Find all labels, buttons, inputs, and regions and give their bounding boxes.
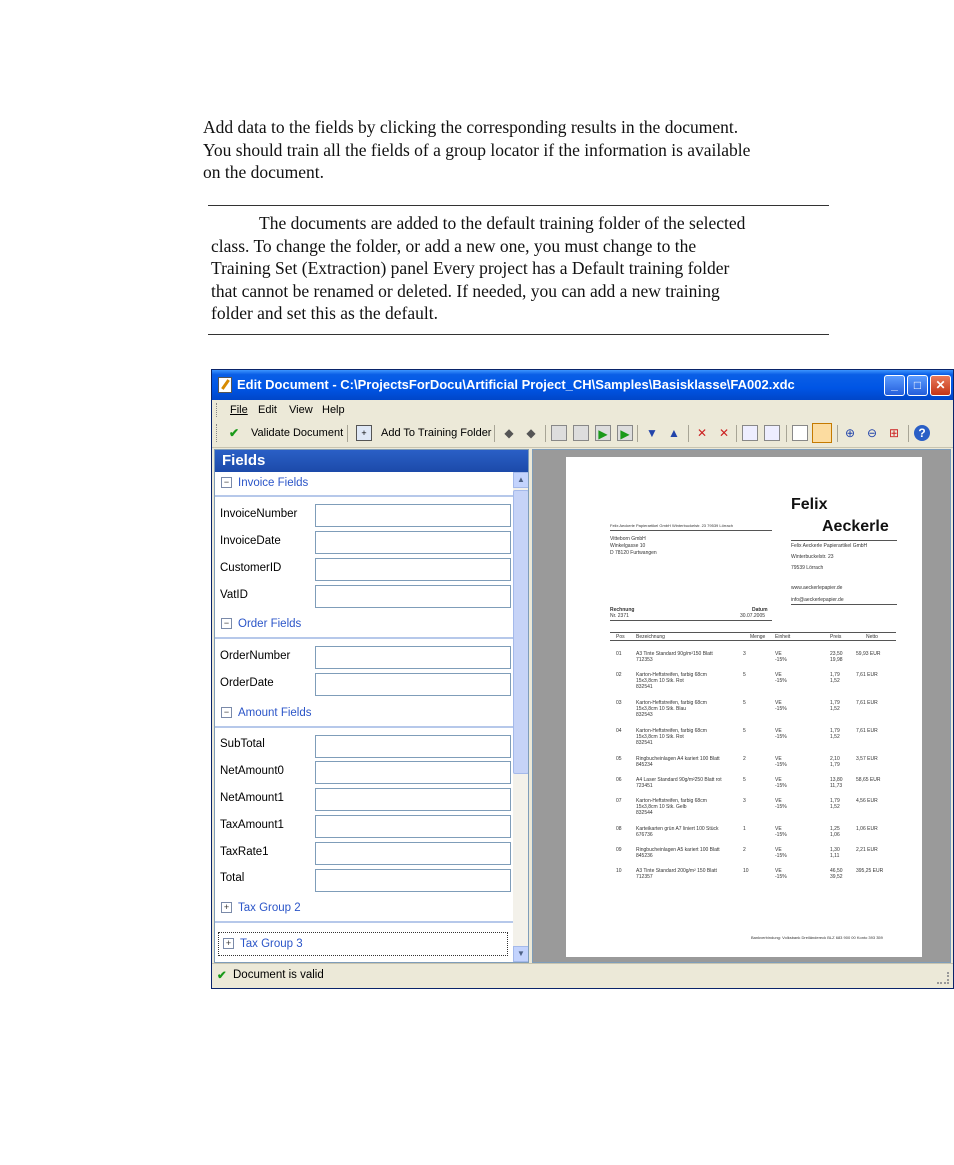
row-price-discounted: 1,52 bbox=[830, 706, 840, 712]
row-unit: VE bbox=[775, 672, 782, 678]
row-pos: 10 bbox=[616, 868, 622, 874]
invoicenumber-input[interactable] bbox=[315, 504, 511, 527]
field-label-ordernumber: OrderNumber bbox=[220, 650, 291, 662]
row-unit: VE bbox=[775, 651, 782, 657]
row-code: 832541 bbox=[636, 684, 653, 690]
row-discount: -15% bbox=[775, 874, 787, 880]
row-pos: 04 bbox=[616, 728, 622, 734]
row-net: 7,61 EUR bbox=[856, 672, 878, 678]
row-price: 1,79 bbox=[830, 728, 840, 734]
row-quantity: 5 bbox=[743, 700, 746, 706]
row-description: Ringbucheinlagen A5 kariert 100 Blatt bbox=[636, 847, 720, 853]
toolbar-separator bbox=[637, 425, 638, 442]
row-net: 4,56 EUR bbox=[856, 798, 878, 804]
group-label: Tax Group 3 bbox=[240, 938, 303, 950]
edit-document-icon bbox=[218, 377, 232, 393]
note-bottom-rule bbox=[208, 334, 829, 335]
row-discount: -15% bbox=[775, 853, 787, 859]
recipient-line: Winkelgasse 10 bbox=[610, 543, 646, 549]
row-code: 832541 bbox=[636, 740, 653, 746]
table-header-rule bbox=[610, 640, 896, 641]
row-description: Karton-Heftstreifen, farbig 68cm bbox=[636, 728, 707, 734]
sender-block-line: Felix Aeckerle Papierartikel GmbH bbox=[791, 543, 868, 549]
taxamount1-input[interactable] bbox=[315, 815, 511, 838]
row-code: 712353 bbox=[636, 657, 653, 663]
toolbar-separator bbox=[688, 425, 689, 442]
row-discount: -15% bbox=[775, 783, 787, 789]
row-quantity: 5 bbox=[743, 728, 746, 734]
sender-block-line: Winterbuckelstr. 23 bbox=[791, 554, 834, 560]
toolbar-separator bbox=[347, 425, 348, 442]
subtotal-input[interactable] bbox=[315, 735, 511, 758]
bank-footer: Bankverbindung: Volksbank Dreiländereck BLZ 683 900 00 Konto 393 359 bbox=[751, 935, 883, 940]
valid-check-icon: ✔ bbox=[217, 970, 227, 982]
folder-add-icon: + bbox=[356, 425, 372, 441]
row-discount: -15% bbox=[775, 678, 787, 684]
row-unit: VE bbox=[775, 728, 782, 734]
delete-icon[interactable]: ✕ bbox=[696, 426, 708, 440]
scroll-thumb[interactable] bbox=[513, 490, 529, 774]
field-label-orderdate: OrderDate bbox=[220, 677, 274, 689]
table-header-cell: Einheit bbox=[775, 634, 791, 640]
row-price: 1,79 bbox=[830, 700, 840, 706]
tag-remove-icon[interactable]: ◆ bbox=[526, 426, 536, 440]
row-unit: VE bbox=[775, 847, 782, 853]
delete-all-icon[interactable]: ✕ bbox=[718, 426, 730, 440]
scroll-down-icon[interactable]: ▼ bbox=[513, 946, 529, 962]
company-rule bbox=[791, 540, 897, 541]
field-label-vatid: VatID bbox=[220, 589, 248, 601]
datum-label: Datum bbox=[752, 607, 768, 613]
intro-line: on the document. bbox=[203, 162, 325, 182]
row-quantity: 10 bbox=[743, 868, 749, 874]
rechnung-label: Rechnung bbox=[610, 607, 635, 613]
row-code: 832544 bbox=[636, 810, 653, 816]
field-label-netamount1: NetAmount1 bbox=[220, 792, 284, 804]
row-unit: VE bbox=[775, 798, 782, 804]
recipient-line: Vitteborn GmbH bbox=[610, 536, 646, 542]
group-label: Amount Fields bbox=[238, 707, 312, 719]
first-page-icon[interactable] bbox=[551, 425, 567, 441]
row-code: 676736 bbox=[636, 832, 653, 838]
fields-header: Fields bbox=[215, 450, 528, 472]
zoom-out-icon[interactable]: ⊖ bbox=[866, 426, 878, 440]
group-divider bbox=[215, 726, 513, 728]
note-line: that cannot be renamed or deleted. If needed, you can add a new training bbox=[211, 280, 720, 301]
text-view-icon[interactable] bbox=[812, 423, 832, 443]
menu-bar bbox=[212, 400, 953, 420]
toolbar-separator bbox=[786, 425, 787, 442]
row-net: 2,21 EUR bbox=[856, 847, 878, 853]
row-unit: VE bbox=[775, 700, 782, 706]
last-page-icon[interactable]: ▶ bbox=[617, 425, 633, 441]
table-header-cell: Bezeichnung bbox=[636, 634, 665, 640]
row-pos: 07 bbox=[616, 798, 622, 804]
add-to-training-folder-label: Add To Training Folder bbox=[381, 427, 492, 439]
toolbar-separator bbox=[837, 425, 838, 442]
row-quantity: 3 bbox=[743, 651, 746, 657]
row-discount: -15% bbox=[775, 657, 787, 663]
sender-line: Felix Aeckerle Papierartikel GmbH Winterbuckelstr. 23 79539 Lörrach bbox=[610, 523, 733, 528]
collapse-icon[interactable]: − bbox=[221, 477, 232, 488]
page-view-icon[interactable] bbox=[792, 425, 808, 441]
fields-scrollbar[interactable] bbox=[513, 472, 529, 962]
toolbar-separator bbox=[545, 425, 546, 442]
row-price-discounted: 1,52 bbox=[830, 678, 840, 684]
row-price-discounted: 11,73 bbox=[830, 783, 843, 789]
row-discount: -15% bbox=[775, 706, 787, 712]
document-viewer bbox=[532, 449, 951, 963]
table-header-cell: Netto bbox=[866, 634, 878, 640]
row-unit: VE bbox=[775, 756, 782, 762]
group-label: Order Fields bbox=[238, 618, 302, 630]
next-page-icon[interactable]: ▶ bbox=[595, 425, 611, 441]
row-pos: 09 bbox=[616, 847, 622, 853]
move-up-icon[interactable]: ▲ bbox=[668, 426, 680, 440]
header-rule bbox=[610, 620, 772, 621]
edit-document-window bbox=[211, 369, 954, 989]
row-discount: -15% bbox=[775, 832, 787, 838]
company-name-line1: Felix bbox=[791, 496, 828, 513]
row-quantity: 1 bbox=[743, 826, 746, 832]
orderdate-input[interactable] bbox=[315, 673, 511, 696]
row-price-discounted: 19,98 bbox=[830, 657, 843, 663]
row-price: 13,80 bbox=[830, 777, 843, 783]
row-price: 2,10 bbox=[830, 756, 840, 762]
row-net: 58,65 EUR bbox=[856, 777, 881, 783]
row-price-discounted: 39,52 bbox=[830, 874, 843, 880]
row-price: 1,30 bbox=[830, 847, 840, 853]
expand-icon[interactable]: + bbox=[223, 938, 234, 949]
menu-grip bbox=[216, 403, 220, 417]
row-net: 3,57 EUR bbox=[856, 756, 878, 762]
note-line: class. To change the folder, or add a new one, you must change to the bbox=[211, 235, 697, 256]
table-header-cell: Pos bbox=[616, 634, 625, 640]
table-header-cell: Menge bbox=[750, 634, 766, 640]
window-title: Edit Document - C:\ProjectsForDocu\Artificial Project_CH\Samples\Basisklasse\FA002.xdc bbox=[237, 377, 795, 392]
netamount1-input[interactable] bbox=[315, 788, 511, 811]
copy-page-icon[interactable] bbox=[742, 425, 758, 441]
expand-icon[interactable]: + bbox=[221, 902, 232, 913]
menu-help[interactable]: Help bbox=[322, 404, 345, 416]
help-icon[interactable]: ? bbox=[914, 425, 930, 441]
collapse-icon[interactable]: − bbox=[221, 707, 232, 718]
row-code: 845236 bbox=[636, 853, 653, 859]
row-quantity: 3 bbox=[743, 798, 746, 804]
row-quantity: 5 bbox=[743, 777, 746, 783]
contact-rule bbox=[791, 604, 897, 605]
row-code: 832543 bbox=[636, 712, 653, 718]
row-net: 7,61 EUR bbox=[856, 700, 878, 706]
row-description: A4 Laser Standard 90g/m²250 Blatt rot bbox=[636, 777, 722, 783]
row-unit: VE bbox=[775, 826, 782, 832]
fit-page-icon[interactable]: ⊞ bbox=[888, 426, 900, 440]
row-code: 15x3,8cm 10 Stk. Blau bbox=[636, 706, 687, 712]
field-label-invoicenumber: InvoiceNumber bbox=[220, 508, 298, 520]
validate-document-label: Validate Document bbox=[251, 427, 344, 439]
maximize-button[interactable]: □ bbox=[907, 375, 928, 396]
row-price: 46,50 bbox=[830, 868, 843, 874]
intro-paragraph bbox=[203, 116, 843, 184]
sender-block-line: www.aeckerlepapier.de bbox=[791, 585, 843, 591]
row-description: Karton-Heftstreifen, farbig 68cm bbox=[636, 798, 707, 804]
title-bar[interactable] bbox=[212, 370, 953, 400]
note-line: The documents are added to the default training folder of the selected bbox=[259, 213, 746, 233]
field-label-invoicedate: InvoiceDate bbox=[220, 535, 281, 547]
sender-underline bbox=[610, 530, 772, 531]
table-header-cell: Preis bbox=[830, 634, 842, 640]
row-quantity: 2 bbox=[743, 756, 746, 762]
row-description: Karteikarten grün A7 liniert 100 Stück bbox=[636, 826, 719, 832]
paste-page-icon[interactable] bbox=[764, 425, 780, 441]
total-input[interactable] bbox=[315, 869, 511, 892]
group-divider bbox=[215, 637, 513, 639]
group-label: Invoice Fields bbox=[238, 477, 309, 489]
intro-line: You should train all the fields of a group locator if the information is available bbox=[203, 139, 751, 160]
scroll-up-icon[interactable]: ▲ bbox=[513, 472, 529, 488]
rechnung-number: Nr. 2371 bbox=[610, 613, 629, 619]
previous-page-icon[interactable] bbox=[573, 425, 589, 441]
row-price-discounted: 1,06 bbox=[830, 832, 840, 838]
close-button[interactable]: ✕ bbox=[930, 375, 951, 396]
recipient-line: D 78120 Furtwangen bbox=[610, 550, 657, 556]
invoicedate-input[interactable] bbox=[315, 531, 511, 554]
row-description: Karton-Heftstreifen, farbig 68cm bbox=[636, 672, 707, 678]
row-price: 1,79 bbox=[830, 672, 840, 678]
field-label-total: Total bbox=[220, 872, 245, 884]
row-unit: VE bbox=[775, 868, 782, 874]
status-text: Document is valid bbox=[233, 969, 324, 981]
toolbar-separator bbox=[908, 425, 909, 442]
row-pos: 06 bbox=[616, 777, 622, 783]
toolbar-separator bbox=[736, 425, 737, 442]
group-divider bbox=[215, 495, 513, 497]
datum-value: 30.07.2005 bbox=[740, 613, 766, 619]
row-price-discounted: 1,79 bbox=[830, 762, 840, 768]
row-discount: -15% bbox=[775, 804, 787, 810]
row-net: 7,61 EUR bbox=[856, 728, 878, 734]
row-code: 15x3,8cm 10 Stk. Rot bbox=[636, 678, 684, 684]
intro-line: Add data to the fields by clicking the corresponding results in the document. bbox=[203, 117, 739, 137]
row-net: 59,93 EUR bbox=[856, 651, 881, 657]
menu-edit[interactable]: Edit bbox=[258, 404, 277, 416]
row-quantity: 5 bbox=[743, 672, 746, 678]
group-invoice-fields[interactable] bbox=[217, 472, 308, 494]
row-description: A3 Tinte Standard 90g/m²150 Blatt bbox=[636, 651, 713, 657]
group-divider bbox=[215, 921, 513, 923]
checkmark-icon: ✔ bbox=[228, 426, 240, 440]
note-box bbox=[211, 212, 831, 325]
field-label-netamount0: NetAmount0 bbox=[220, 765, 284, 777]
row-price-discounted: 1,52 bbox=[830, 804, 840, 810]
row-net: 1,06 EUR bbox=[856, 826, 878, 832]
group-order-fields[interactable] bbox=[217, 613, 301, 635]
field-label-customerid: CustomerID bbox=[220, 562, 282, 574]
row-pos: 03 bbox=[616, 700, 622, 706]
toolbar bbox=[212, 420, 953, 448]
netamount0-input[interactable] bbox=[315, 761, 511, 784]
fields-panel bbox=[214, 449, 529, 963]
row-discount: -15% bbox=[775, 734, 787, 740]
status-bar bbox=[212, 963, 953, 989]
menu-file[interactable]: File bbox=[230, 404, 248, 416]
taxrate1-input[interactable] bbox=[315, 842, 511, 865]
row-code: 712357 bbox=[636, 874, 653, 880]
customerid-input[interactable] bbox=[315, 558, 511, 581]
minimize-button[interactable]: _ bbox=[884, 375, 905, 396]
row-price: 1,25 bbox=[830, 826, 840, 832]
group-tax-group-2[interactable] bbox=[217, 897, 301, 919]
row-pos: 05 bbox=[616, 756, 622, 762]
group-amount-fields[interactable] bbox=[217, 702, 312, 724]
field-label-taxrate1: TaxRate1 bbox=[220, 846, 269, 858]
company-name-line2: Aeckerle bbox=[822, 518, 889, 535]
toolbar-separator bbox=[494, 425, 495, 442]
row-price: 1,79 bbox=[830, 798, 840, 804]
sender-block-line: info@aeckerlepapier.de bbox=[791, 597, 844, 603]
row-pos: 01 bbox=[616, 651, 622, 657]
note-line: Training Set (Extraction) panel Every project has a Default training folder bbox=[211, 258, 730, 278]
field-label-taxamount1: TaxAmount1 bbox=[220, 819, 284, 831]
table-top-rule bbox=[610, 632, 896, 633]
row-price-discounted: 1,52 bbox=[830, 734, 840, 740]
menu-view[interactable]: View bbox=[289, 404, 313, 416]
row-code: 845234 bbox=[636, 762, 653, 768]
tag-icon[interactable]: ◆ bbox=[504, 426, 514, 440]
collapse-icon[interactable]: − bbox=[221, 618, 232, 629]
note-top-rule bbox=[208, 205, 829, 206]
sender-block-line: 79539 Lörrach bbox=[791, 565, 824, 571]
row-code: 723451 bbox=[636, 783, 653, 789]
toolbar-grip bbox=[216, 424, 220, 442]
row-pos: 02 bbox=[616, 672, 622, 678]
invoice-page[interactable] bbox=[566, 457, 922, 957]
row-unit: VE bbox=[775, 777, 782, 783]
row-price-discounted: 1,11 bbox=[830, 853, 840, 859]
row-description: Ringbucheinlagen A4 kariert 100 Blatt bbox=[636, 756, 720, 762]
row-pos: 08 bbox=[616, 826, 622, 832]
group-tax-group-3[interactable] bbox=[218, 932, 508, 956]
field-label-subtotal: SubTotal bbox=[220, 738, 265, 750]
row-code: 15x3,8cm 10 Stk. Rot bbox=[636, 734, 684, 740]
resize-grip[interactable] bbox=[937, 972, 949, 984]
row-code: 15x3,8cm 10 Stk. Gelb bbox=[636, 804, 687, 810]
move-down-icon[interactable]: ▼ bbox=[646, 426, 658, 440]
row-quantity: 2 bbox=[743, 847, 746, 853]
row-discount: -15% bbox=[775, 762, 787, 768]
zoom-in-icon[interactable]: ⊕ bbox=[844, 426, 856, 440]
note-line: folder and set this as the default. bbox=[211, 303, 438, 323]
group-label: Tax Group 2 bbox=[238, 902, 301, 914]
row-price: 23,50 bbox=[830, 651, 843, 657]
row-description: A3 Tinte Standard 200g/m² 150 Blatt bbox=[636, 868, 717, 874]
vatid-input[interactable] bbox=[315, 585, 511, 608]
row-net: 395,25 EUR bbox=[856, 868, 884, 874]
ordernumber-input[interactable] bbox=[315, 646, 511, 669]
row-description: Karton-Heftstreifen, farbig 68cm bbox=[636, 700, 707, 706]
